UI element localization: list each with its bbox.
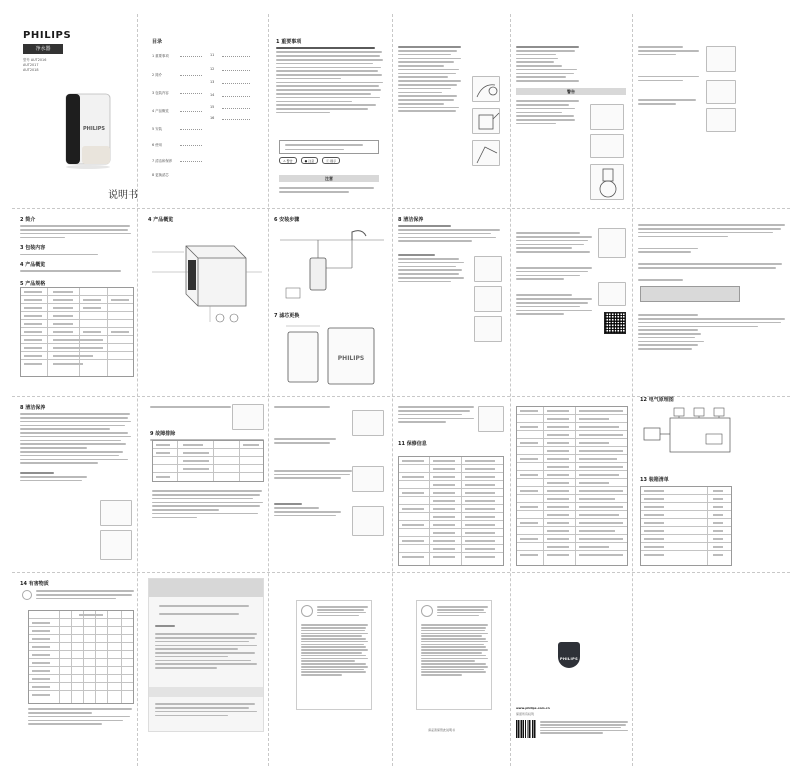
info-icon: ⓘ 提示 (322, 157, 340, 164)
step-illustration (472, 140, 500, 166)
toc-item[interactable]: 14 (210, 93, 215, 97)
cover-model-list: 型号 AUT2016 AUT2017 AUT2018 (23, 58, 47, 72)
table-row (153, 449, 263, 457)
toc-item[interactable]: 13 (210, 80, 215, 84)
table-row (517, 423, 627, 431)
section-title: 9 故障排除 (150, 430, 176, 437)
table-row (517, 503, 627, 511)
table-row (21, 344, 133, 352)
table-row (21, 328, 133, 336)
table-row (21, 320, 133, 328)
install-diagram (276, 228, 388, 308)
toc-item[interactable]: 6 使用 (152, 143, 163, 147)
toc-leader (222, 56, 250, 57)
table-row (29, 627, 133, 635)
warranty-table (398, 456, 504, 566)
hazard-notes (28, 706, 134, 740)
barcode-icon (516, 720, 536, 738)
table-row (29, 683, 133, 691)
step-illustration (474, 256, 502, 282)
fold-line (632, 14, 633, 766)
step-illustration (474, 316, 502, 342)
table-row (399, 473, 503, 481)
back-footer-rights: 保留所有权利 (516, 712, 535, 716)
table-row (517, 535, 627, 543)
table-row (29, 643, 133, 651)
troubleshoot-text (638, 312, 788, 392)
table-row (517, 415, 627, 423)
step-illustration (598, 228, 626, 258)
table-row (153, 465, 263, 473)
table-row (399, 529, 503, 537)
section-title: 14 有害物质 (20, 581, 49, 587)
table-row (641, 543, 731, 551)
packing-table (640, 486, 732, 566)
table-row (641, 519, 731, 527)
warranty-card (148, 578, 264, 732)
fold-line (12, 572, 790, 573)
step-illustration (590, 164, 624, 200)
troubleshoot-table (152, 440, 264, 482)
fold-line (268, 14, 269, 766)
warranty-table (516, 406, 628, 566)
circuit-diagram (640, 404, 740, 462)
table-row (517, 511, 627, 519)
toc-item[interactable]: 1 重要事项 (152, 54, 169, 58)
table-row (153, 457, 263, 465)
table-row (517, 519, 627, 527)
toc-item[interactable]: 7 清洁和保养 (152, 159, 173, 163)
step-illustration (352, 466, 384, 492)
product-photo (60, 90, 116, 170)
svg-text:PHILIPS: PHILIPS (337, 355, 365, 362)
cert-caption: 请妥善保管此说明书 (428, 728, 456, 732)
section-title: 11 保修信息 (398, 441, 427, 447)
table-row (21, 312, 133, 320)
table-row (517, 479, 627, 487)
recycle-icon (22, 590, 32, 600)
fold-line (137, 14, 138, 766)
toc-leader (222, 119, 250, 120)
section-title: 1 重要事项 (276, 39, 302, 45)
toc-item[interactable]: 3 包装内容 (152, 91, 169, 95)
table-row (29, 611, 133, 619)
step-illustration (706, 80, 736, 104)
table-row (21, 288, 133, 296)
table-row (29, 635, 133, 643)
warning-triangle-icon: ⚠ 警告 (279, 157, 297, 164)
step-list (516, 98, 582, 198)
important-section (276, 38, 384, 198)
table-row (399, 457, 503, 465)
step-illustration (706, 46, 736, 72)
table-row (517, 455, 627, 463)
env-section (398, 404, 478, 444)
certificate-card (416, 600, 492, 710)
step-illustration (478, 406, 504, 432)
philips-shield-icon: PHILIPS (558, 642, 580, 668)
table-row (517, 439, 627, 447)
toc-leader (222, 83, 250, 84)
table-row (517, 407, 627, 415)
table-row (517, 471, 627, 479)
product-diagram (150, 232, 264, 328)
cover-product-bar: 净水器 (23, 44, 63, 54)
section-title: 8 清洁保养 (20, 405, 46, 411)
table-row (153, 441, 263, 449)
toc-leader (180, 56, 202, 57)
table-row (641, 511, 731, 519)
toc-leader (180, 75, 202, 76)
caution-bar: 警告 (516, 88, 626, 95)
fold-line (510, 14, 511, 766)
table-row (29, 667, 133, 675)
table-row (21, 296, 133, 304)
table-row (29, 691, 133, 699)
svg-text:PHILIPS: PHILIPS (82, 126, 106, 132)
notice-text (279, 185, 379, 199)
table-row (517, 431, 627, 439)
step-illustration (590, 134, 624, 158)
table-row (21, 336, 133, 344)
notice-bar: 注意 (279, 175, 379, 182)
section-title: 6 安装步骤 (274, 217, 300, 223)
qr-code-icon (604, 312, 626, 334)
step-illustration (100, 500, 132, 526)
table-row (399, 545, 503, 553)
step-illustration (590, 104, 624, 130)
fold-line (392, 14, 393, 766)
table-row (29, 659, 133, 667)
back-fine-print (540, 720, 630, 740)
step-illustration (232, 404, 264, 430)
table-row (21, 360, 133, 368)
table-row (641, 503, 731, 511)
hazard-table (28, 610, 134, 704)
toc-leader (180, 129, 202, 130)
table-row (641, 487, 731, 495)
back-footer-url[interactable]: www.philips.com.cn (516, 706, 550, 710)
step-illustration (598, 282, 626, 306)
certificate-card (296, 600, 372, 710)
toc-heading: 目录 (152, 39, 163, 45)
toc-item[interactable]: 16 (210, 116, 215, 120)
toc-leader (180, 161, 202, 162)
fold-line (12, 208, 790, 209)
cover-title: 说明书 (108, 190, 138, 201)
step-illustration (474, 286, 502, 312)
table-row (641, 535, 731, 543)
section-title: 4 产品概览 (148, 217, 174, 223)
toc-leader (180, 111, 202, 112)
table-row (517, 527, 627, 535)
section-title: 2 简介 (20, 217, 36, 223)
toc-item[interactable]: 12 (210, 67, 215, 71)
toc-leader (222, 70, 250, 71)
section-title: 3 包装内容 (20, 245, 46, 252)
toc-item[interactable]: 15 (210, 105, 215, 109)
section-title: 8 清洁保养 (398, 217, 424, 223)
table-row (399, 537, 503, 545)
table-row (399, 489, 503, 497)
troubleshoot-notes (152, 488, 264, 566)
section-title: 7 滤芯更换 (274, 313, 300, 319)
toc-item[interactable]: 2 简介 (152, 73, 163, 77)
table-row (517, 543, 627, 551)
table-row (399, 505, 503, 513)
toc-item[interactable]: 11 (210, 53, 215, 57)
table-row (641, 551, 731, 559)
symbol-row (279, 157, 340, 164)
step-illustration (352, 506, 384, 536)
table-row (21, 304, 133, 312)
table-row (399, 553, 503, 561)
toc-leader (180, 93, 202, 94)
table-row (29, 675, 133, 683)
table-row (399, 497, 503, 505)
table-row (517, 495, 627, 503)
table-row (399, 521, 503, 529)
caution-box (279, 140, 379, 154)
toc-item[interactable]: 5 安装 (152, 127, 163, 131)
step-illustration (706, 108, 736, 132)
table-row (517, 447, 627, 455)
filter-status-bar (640, 286, 740, 302)
step-illustration (472, 108, 500, 134)
dimension-diagram (282, 322, 378, 388)
table-row (153, 473, 263, 481)
table-row (399, 513, 503, 521)
toc-leader (222, 108, 250, 109)
table-row (517, 551, 627, 559)
hazard-intro (36, 588, 136, 606)
step-illustration (472, 76, 500, 102)
toc-leader (222, 96, 250, 97)
toc-item[interactable]: 4 产品概览 (152, 109, 169, 113)
section-title: 5 产品规格 (20, 281, 46, 288)
section-title: 4 产品概览 (20, 262, 46, 269)
table-row (29, 619, 133, 627)
step-illustration (352, 410, 384, 436)
table-row (399, 481, 503, 489)
section-title: 13 装箱清单 (640, 477, 669, 483)
toc-item[interactable]: 8 更换滤芯 (152, 173, 169, 177)
step-illustration (100, 530, 132, 560)
table-row (641, 495, 731, 503)
table-row (517, 463, 627, 471)
caution-icon: ● 注意 (301, 157, 319, 164)
toc-leader (180, 145, 202, 146)
table-row (399, 465, 503, 473)
table-row (641, 527, 731, 535)
spec-table (20, 287, 134, 377)
cover-brand-logo: PHILIPS (23, 30, 72, 41)
table-row (29, 651, 133, 659)
step-list (638, 44, 702, 164)
table-row (517, 487, 627, 495)
maintenance-text (516, 230, 596, 390)
section-title: 12 电气原理图 (640, 397, 674, 403)
table-row (21, 352, 133, 360)
step-list (398, 44, 464, 204)
